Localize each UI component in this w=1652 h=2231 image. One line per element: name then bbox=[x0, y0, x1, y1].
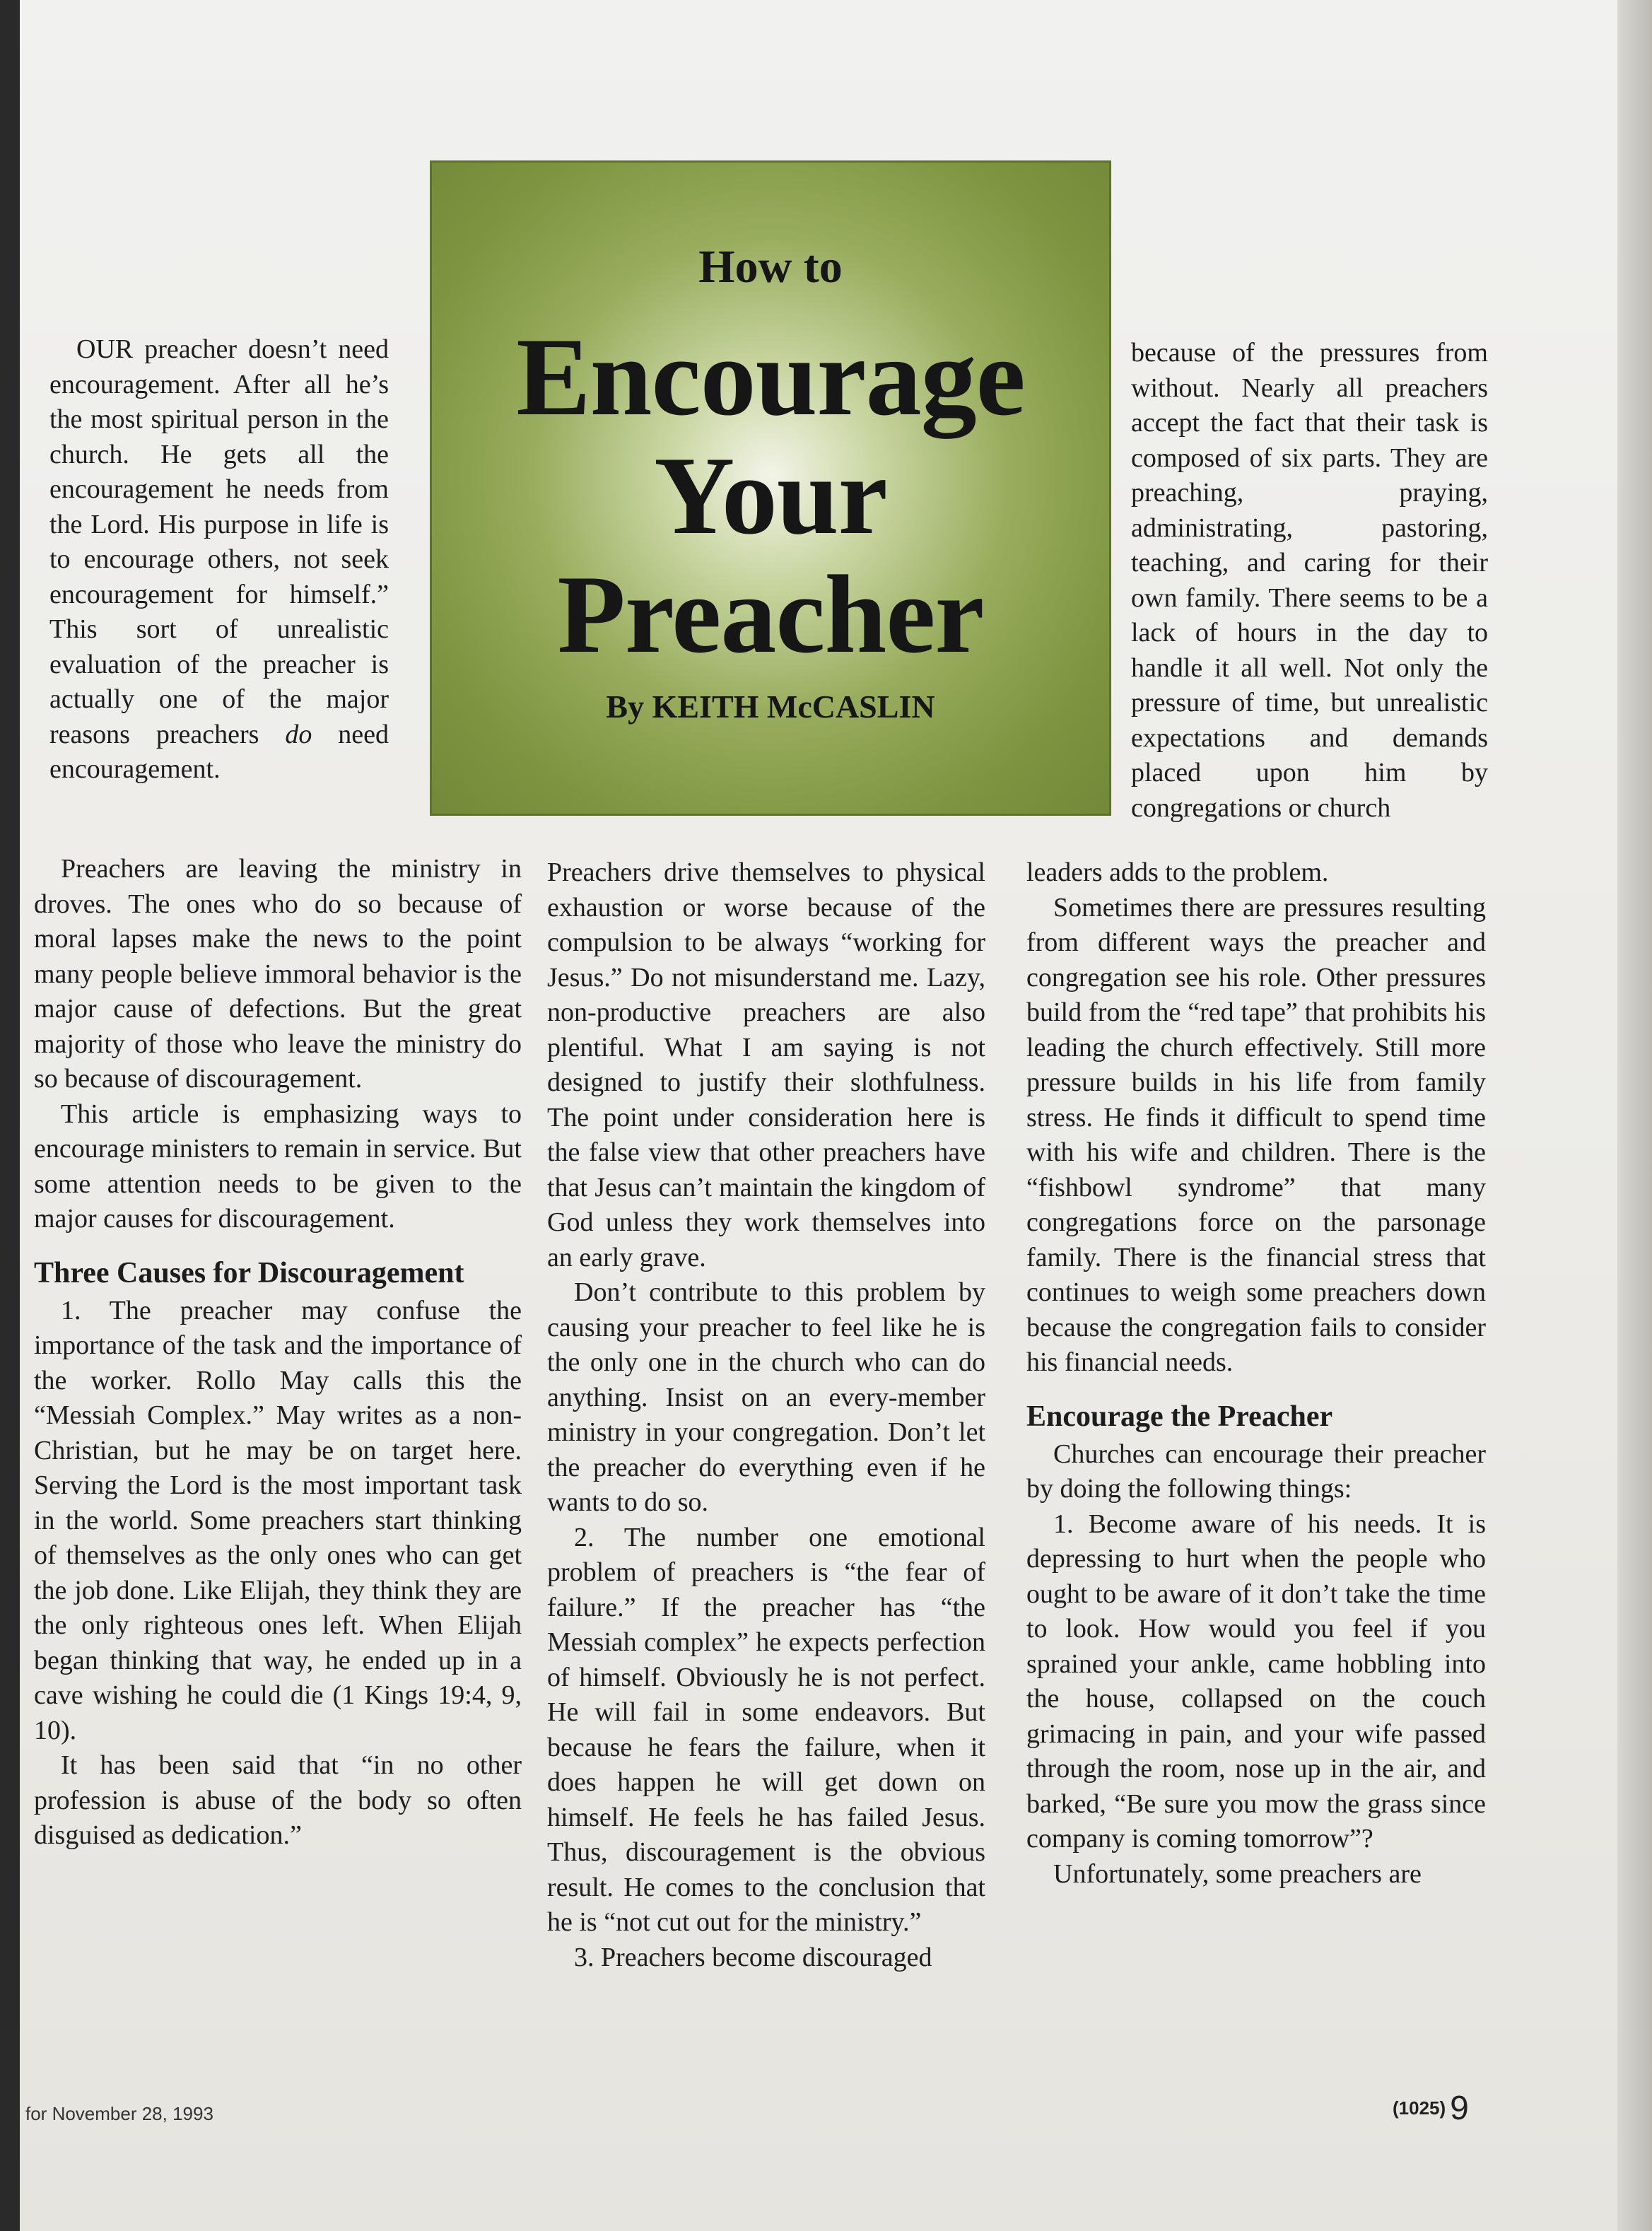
section-heading-causes: Three Causes for Discouragement bbox=[34, 1256, 464, 1289]
paragraph: This article is emphasizing ways to encourage ministers to remain in service. But some attention needs to be given to the major causes for discouragement. bbox=[34, 1099, 522, 1234]
paragraph: 1. Become aware of his needs. It is depressing to hurt when the people who ought to be aware of it don’t take the time to look. How would you feel if you sprained your ankle, came hobbling into the house, collapsed on the couch grimacing in pain, and your wife passed through the room, nose up in the air, and barked, “Be sure you mow the grass since company is coming tomorrow”? bbox=[1026, 1509, 1486, 1854]
paragraph: Sometimes there are pressures resulting from different ways the preacher and congregation see his role. Other pressures build from the “red tape” that prohibits his leading the church effectively. Still more pressure builds in his life from family stress. He finds it difficult to spend time with his wife and children. There is the “fishbowl syndrome” that many congregations force on the parsonage family. There is the financial stress that continues to weigh some preachers down because the congregation fails to consider his financial needs. bbox=[1026, 892, 1486, 1377]
title-kicker: How to bbox=[698, 241, 843, 293]
column-3 bbox=[1026, 855, 1486, 1892]
paragraph: Don’t contribute to this problem by causing your preacher to feel like he is the only one in the church who can do anything. Insist on an every-member ministry in your congregation. Don’t let the preacher do everything even if he wants to do so. bbox=[547, 1277, 985, 1517]
byline: By KEITH McCASLIN bbox=[606, 689, 935, 725]
column-3-top bbox=[1131, 336, 1488, 826]
title-block bbox=[430, 160, 1111, 816]
binding-edge bbox=[0, 0, 20, 2231]
section-heading-encourage: Encourage the Preacher bbox=[1026, 1400, 1333, 1433]
page-number: 9 bbox=[1450, 2090, 1469, 2127]
column-1-top bbox=[49, 332, 389, 787]
paragraph: 1. The preacher may confuse the importance of the task and the importance of the worker. Rollo May calls this the “Messiah Complex.” May writes as a non-Christian, but he may be on target here. Serving the Lord is the most important task in the world. Some preachers start thinking of themselves as the only ones who can get the job done. Like Elijah, they think they are the only righteous ones left. When Elijah began thinking that way, he ended up in a cave wishing he could die (1 Kings 19:4, 9, 10). bbox=[34, 1295, 522, 1745]
paragraph: leaders adds to the problem. bbox=[1026, 857, 1329, 887]
column-1 bbox=[34, 852, 522, 1854]
intro-emphasis: do bbox=[285, 719, 312, 749]
footer-date: for November 28, 1993 bbox=[25, 2103, 213, 2124]
paragraph: 2. The number one emotional problem of preachers is “the fear of failure.” If the preacher has “the Messiah complex” he expects perfection of himself. Obviously he is not perfect. He will fail in some endeavors. But because he fears the failure, when it does happen he will get down on himself. He feels he has failed Jesus. Thus, discouragement is the obvious result. He comes to the conclusion that he is “not cut out for the ministry.” bbox=[547, 1522, 985, 1937]
folio bbox=[1393, 2089, 1469, 2128]
article-title bbox=[432, 315, 1109, 677]
paragraph: Churches can encourage their preacher by doing the following things: bbox=[1026, 1439, 1486, 1504]
paragraph: Unfortunately, some preachers are bbox=[1053, 1858, 1422, 1889]
intro-text-end: need encouragement. bbox=[49, 719, 389, 784]
intro-text-start: OUR preacher doesn’t need encouragement. After all he’s the most spiritual person in the church. He gets all the encouragement he needs from the Lord. His purpose in life is to encourage others, not seek encouragement for himself.” This sort of unrealistic evaluation of the preacher is actually one of the major reasons preachers bbox=[49, 334, 389, 749]
paragraph: Preachers drive themselves to physical exhaustion or worse because of the compulsion to be always “working for Jesus.” Do not misunderstand me. Lazy, non-productive preachers are also plentiful. What I am saying is not designed to justify their slothfulness. The point under consideration here is the false view that other preachers have that Jesus can’t maintain the kingdom of God unless they work themselves into an early grave. bbox=[547, 857, 985, 1272]
column-2 bbox=[547, 855, 985, 1975]
paragraph: Preachers are leaving the ministry in droves. The ones who do so because of moral lapses make the news to the point many people believe immoral behavior is the major cause of defections. But the great majority of those who leave the ministry do so because of discouragement. bbox=[34, 854, 522, 1094]
intro-paragraph bbox=[49, 332, 389, 787]
paragraph: because of the pressures from without. Nearly all preachers accept the fact that their task is composed of six parts. They are preaching, praying, administrating, pastoring, teaching, and caring for their own family. There seems to be a lack of hours in the day to handle it all well. Not only the pressure of time, but unrealistic expectations and demands placed upon him by congregations or church bbox=[1131, 338, 1488, 823]
paragraph: It has been said that “in no other profession is abuse of the body so often disguised as dedication.” bbox=[34, 1750, 522, 1850]
folio-code: (1025) bbox=[1393, 2097, 1446, 2119]
paragraph: 3. Preachers become discouraged bbox=[574, 1942, 932, 1972]
title-line-2: Your bbox=[654, 434, 887, 558]
page-shadow-edge bbox=[1617, 0, 1652, 2231]
title-line-3: Preacher bbox=[557, 553, 984, 677]
title-line-1: Encourage bbox=[516, 315, 1025, 439]
